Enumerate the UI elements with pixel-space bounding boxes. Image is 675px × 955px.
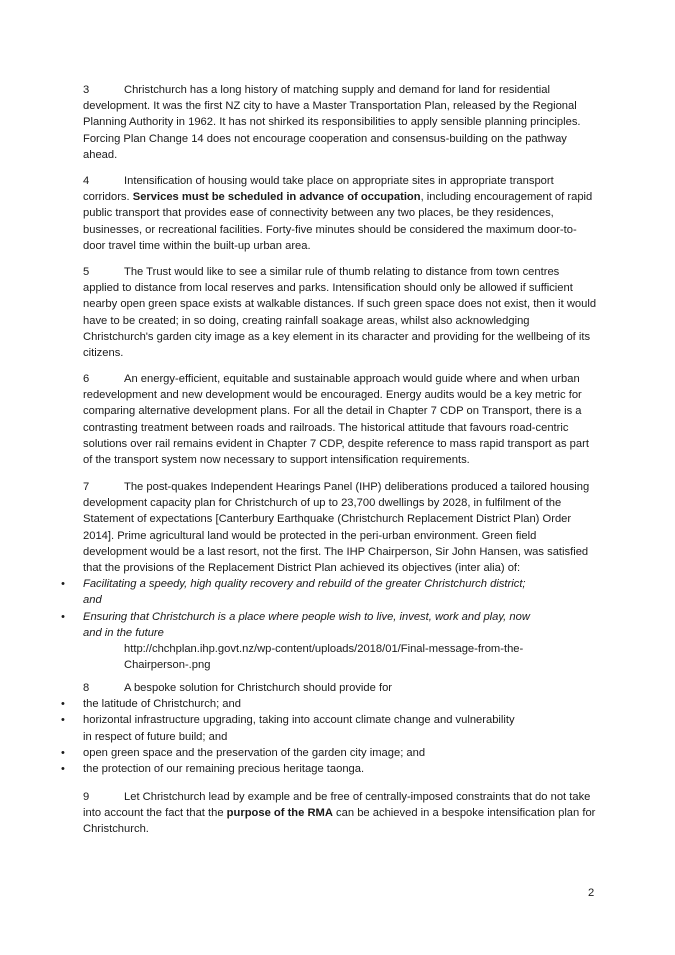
- list-item: • open green space and the preservation of the garden city image; and: [83, 745, 516, 761]
- paragraph-number: 9: [83, 791, 90, 803]
- paragraph-number: 6: [83, 373, 90, 385]
- paragraph-6: [83, 371, 598, 468]
- paragraph-text: The Trust would like to see a similar rule of thumb relating to distance from town centres applied to distance from local reserves and parks. Intensification should only be allowed if sufficient nearby open green space exists at walkable distances. If such green space does not exist, then it would have to be created; in so doing, creating rainfall soakage areas, whilst also acknowledging Christchurch's garden city image as a key element in its character and providing for the wellbeing of its citizens.: [83, 266, 597, 360]
- paragraph-text: The post-quakes Independent Hearings Panel (IHP) deliberations produced a tailored housing development capacity plan for Christchurch of up to 23,700 dwellings by 2028, in fulfilment of the Statement of expectations [Canterbury Earthquake (Christchurch Replacement District Plan) Order 2014]. Prime agricultural land would be protected in the peri-urban environment. Green field development would be a last resort, not the first. The IHP Chairperson, Sir John Hansen, was satisfied that the provisions of the Replacement District Plan achieved its objectives (inter alia) of:: [83, 481, 590, 575]
- list-item: • Facilitating a speedy, high quality recovery and rebuild of the greater Christchurch district; and: [83, 576, 538, 608]
- paragraph-8: [83, 680, 598, 777]
- paragraph-number: 4: [83, 175, 90, 187]
- list-item: • horizontal infrastructure upgrading, taking into account climate change and vulnerability in respect of future build; and: [83, 712, 516, 744]
- paragraph-emphasis: purpose of the RMA: [226, 807, 333, 820]
- paragraph-number: 7: [83, 481, 90, 493]
- paragraph-7: [83, 479, 598, 673]
- paragraph-text-continued: can be achieved in a bespoke intensification plan for Christchurch.: [83, 807, 596, 836]
- page-number: 2: [588, 887, 595, 899]
- paragraph-number: 3: [83, 84, 90, 96]
- list-item: • the protection of our remaining precious heritage taonga.: [83, 761, 516, 777]
- reference-url: http://chchplan.ihp.govt.nz/wp-content/uploads/2018/01/Final-message-from-the-Chairperson-.png: [124, 643, 524, 672]
- list-item: • Ensuring that Christchurch is a place where people wish to live, invest, work and play, now and in the future: [83, 609, 538, 641]
- provisions-list: [83, 696, 516, 777]
- paragraph-text-continued: , including encouragement of rapid public transport that provides ease of connectivity between any two places, be they residences, businesses, or recreational facilities. Forty-five minutes should be considered the maximum door-to-door travel time within the built-up urban area.: [83, 191, 593, 252]
- paragraph-text: A bespoke solution for Christchurch should provide for: [124, 682, 393, 694]
- paragraph-text: Christchurch has a long history of matching supply and demand for land for residential development. It was the first NZ city to have a Master Transportation Plan, released by the Regional Planning Authority in 1962. It has not shirked its responsibilities to apply sensible planning principles. Forcing Plan Change 14 does not encourage cooperation and consensus-building on the pathway ahead.: [83, 84, 581, 161]
- paragraph-number: 5: [83, 266, 90, 278]
- objectives-list: [83, 576, 538, 641]
- paragraph-4: [83, 173, 598, 254]
- paragraph-number: 8: [83, 682, 90, 694]
- paragraph-text: Intensification of housing would take place on appropriate sites in appropriate transport corridors.: [83, 175, 554, 204]
- list-item: • the latitude of Christchurch; and: [83, 696, 516, 712]
- paragraph-5: [83, 264, 598, 361]
- paragraph-3: [83, 82, 598, 163]
- paragraph-9: [83, 789, 598, 838]
- paragraph-emphasis: Services must be scheduled in advance of occupation: [132, 191, 421, 204]
- paragraph-text: An energy-efficient, equitable and sustainable approach would guide where and when urban redevelopment and new development would be encouraged. Energy audits would be a key metric for comparing alternative development plans. For all the detail in Chapter 7 CDP on Transport, there is a contrasting treatment between roads and railroads. The historical attitude that favours road-centric solutions over rail remains evident in Chapter 7 CDP, despite reference to mass rapid transport as part of the transport system now necessary to support intensification requirements.: [83, 373, 589, 467]
- paragraph-text: Let Christchurch lead by example and be free of centrally-imposed constraints that do not take into account the fact that the: [83, 791, 591, 820]
